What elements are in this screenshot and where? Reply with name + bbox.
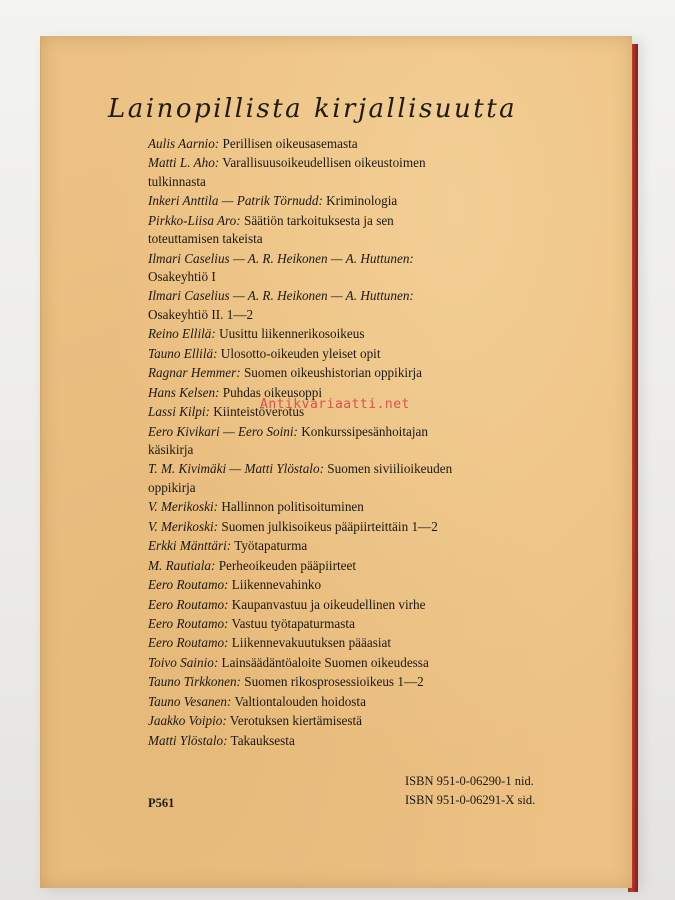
entry-title: Suomen rikosprosessioikeus 1—2 [240,674,424,690]
entry-title: Liikennevahinko [228,577,322,593]
list-item [148,250,528,287]
entry-title: Ulosotto-oikeuden yleiset opit [217,345,381,361]
entry-author: Eero Routamo: [148,615,229,631]
entry-line [148,537,528,555]
entry-line [148,287,528,305]
list-item [148,498,528,516]
entry-author: Ragnar Hemmer: [148,365,241,381]
entry-line [148,423,528,441]
entry-title: Varallisuusoikeudellisen oikeustoimen [219,155,426,171]
list-item [148,537,528,555]
entry-line [148,557,528,575]
entry-author: Lassi Kilpi: [148,404,210,420]
entry-author: Tauno Vesanen: [148,693,232,709]
list-item [148,192,528,210]
entry-title: Kiinteistöverotus [209,404,305,420]
list-item [148,364,528,382]
entry-author: Toivo Sainio: [148,654,219,670]
entry-title-continued: käsikirja [148,441,194,457]
entry-title: Kaupanvastuu ja oikeudellinen virhe [228,596,426,612]
list-item [148,135,528,153]
entry-author: Ilmari Caselius — A. R. Heikonen — A. Huttunen: [148,250,414,266]
entry-author: Pirkko-Liisa Aro: [148,212,241,228]
list-item [148,325,528,343]
isbn-line-2: ISBN 951-0-06291-X sid. [405,793,536,807]
entry-line [148,364,528,382]
entry-author: Eero Routamo: [148,635,229,651]
list-item [148,518,528,536]
entry-line [148,250,528,268]
entry-title: Kriminologia [322,193,398,209]
entry-author: Eero Routamo: [148,596,229,612]
entry-author: Tauno Ellilä: [148,345,218,361]
list-item [148,460,528,497]
entry-line [148,154,528,172]
entry-title: Lainsäädäntöaloite Suomen oikeudessa [218,654,429,670]
entry-title-continued: oppikirja [148,479,196,495]
entry-title: Liikennevakuutuksen pääasiat [228,635,392,651]
list-item [148,423,528,460]
entry-title: Suomen siviilioikeuden [323,461,453,477]
entry-author: Eero Routamo: [148,577,229,593]
cover-title: Lainopillista kirjallisuutta [108,94,518,124]
book-list [148,135,528,750]
entry-title-continued: Osakeyhtiö I [148,268,216,284]
entry-title: Konkurssipesänhoitajan [297,423,428,439]
list-item [148,732,528,750]
entry-title: Uusittu liikennerikosoikeus [215,326,365,342]
entry-title: Suomen julkisoikeus pääpiirteittäin 1—2 [218,518,438,534]
entry-title: Perillisen oikeusasemasta [219,136,358,151]
list-item [148,673,528,691]
catalog-code: P561 [148,796,175,810]
entry-title: Säätiön tarkoituksesta ja sen [240,212,394,228]
entry-line [148,732,528,750]
entry-line [148,654,528,672]
entry-author: Hans Kelsen: [148,384,220,400]
list-item [148,615,528,633]
entry-line [148,325,528,343]
entry-author: Ilmari Caselius — A. R. Heikonen — A. Huttunen: [148,288,414,304]
entry-author: Eero Kivikari — Eero Soini: [148,423,298,439]
entry-title: Puhdas oikeusoppi [219,384,323,400]
entry-line [148,192,528,210]
list-item [148,654,528,672]
entry-title: Vastuu työtapaturmasta [228,615,355,631]
entry-line [148,712,528,730]
entry-author: Tauno Tirkkonen: [148,674,241,690]
entry-line [148,673,528,691]
entry-title: Takauksesta [227,732,295,748]
entry-line [148,212,528,230]
entry-title: Työtapaturma [231,538,308,554]
list-item [148,634,528,652]
entry-author: T. M. Kivimäki — Matti Ylöstalo: [148,461,324,477]
entry-title: Suomen oikeushistorian oppikirja [240,365,422,381]
entry-title: Verotuksen kiertämisestä [226,713,362,729]
entry-line [148,596,528,614]
entry-line [148,498,528,516]
isbn-line-1: ISBN 951-0-06290-1 nid. [405,774,534,788]
entry-author: M. Rautiala: [148,557,216,573]
list-item [148,287,528,324]
entry-author: Aulis Aarnio: [148,136,220,151]
list-item [148,557,528,575]
entry-author: Matti Ylöstalo: [148,732,228,748]
entry-line [148,518,528,536]
entry-author: Jaakko Voipio: [148,713,227,729]
cover-watermark: Antikvariaatti.net [260,397,410,412]
list-item [148,596,528,614]
entry-line [148,460,528,478]
entry-author: V. Merikoski: [148,499,219,515]
entry-author: Reino Ellilä: [148,326,216,342]
entry-line [148,693,528,711]
entry-line [148,345,528,363]
list-item [148,712,528,730]
list-item [148,154,528,191]
entry-line [148,615,528,633]
entry-title-continued: tulkinnasta [148,173,206,189]
entry-title: Hallinnon politisoituminen [218,499,364,515]
entry-author: V. Merikoski: [148,518,219,534]
list-item [148,576,528,594]
list-item [148,212,528,249]
entry-title-continued: Osakeyhtiö II. 1—2 [148,306,254,322]
list-item [148,693,528,711]
entry-title: Valtiontalouden hoidosta [231,693,366,709]
entry-line [148,576,528,594]
entry-title: Perheoikeuden pääpiirteet [215,557,357,573]
list-item [148,345,528,363]
entry-author: Inkeri Anttila — Patrik Törnudd: [148,193,323,209]
entry-title-continued: toteuttamisen takeista [148,231,263,247]
entry-line [148,135,528,153]
entry-author: Erkki Mänttäri: [148,538,232,554]
entry-line [148,634,528,652]
entry-author: Matti L. Aho: [148,155,220,171]
